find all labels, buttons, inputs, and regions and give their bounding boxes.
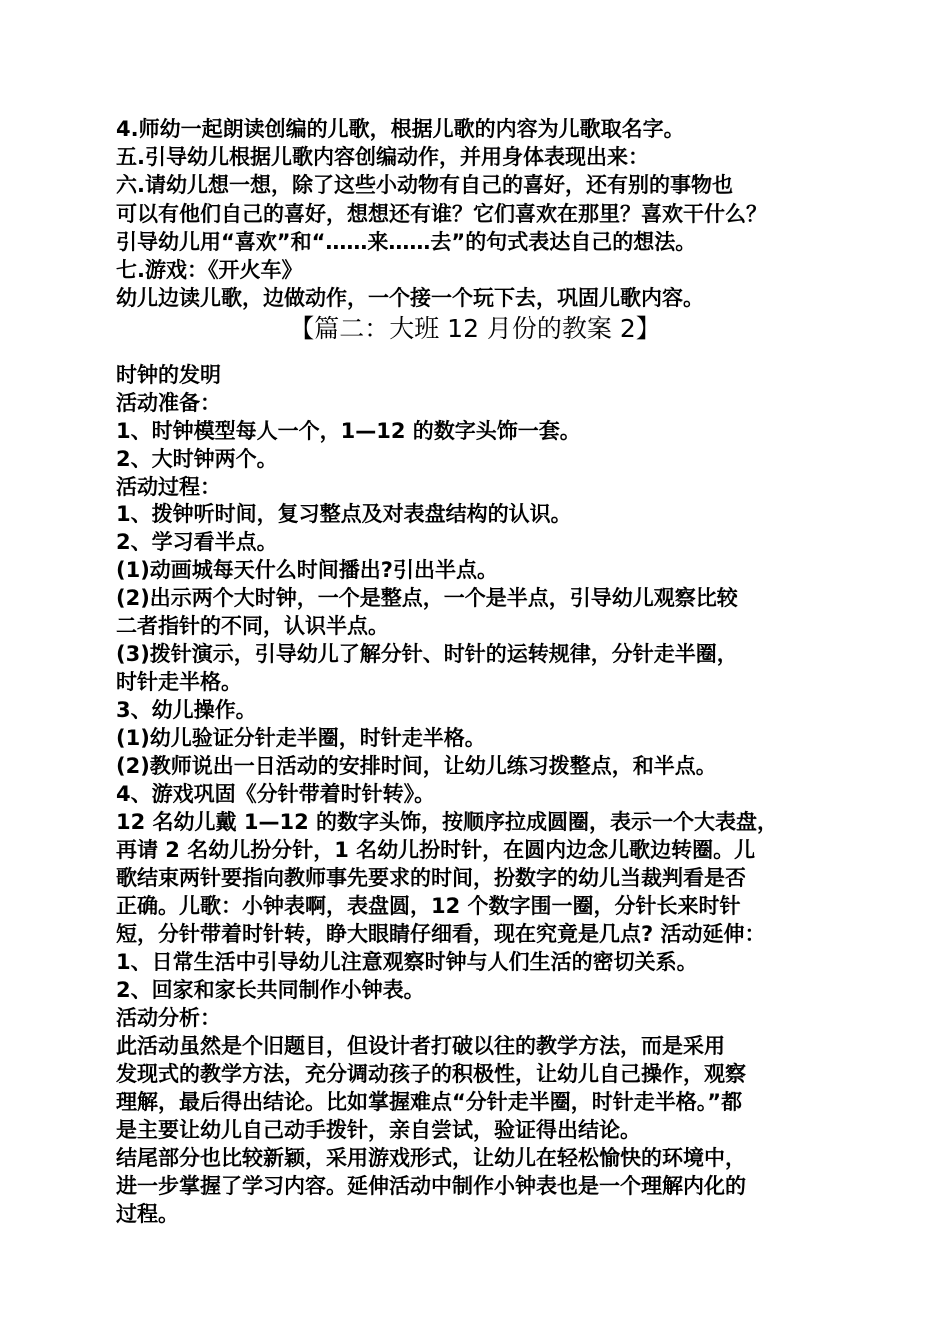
text-line: 此活动虽然是个旧题目，但设计者打破以往的教学方法，而是采用 [116,1034,725,1058]
text-line: 五.引导幼儿根据儿歌内容创编动作，并用身体表现出来： [116,145,649,169]
text-line: 活动分析： [116,1006,221,1030]
text-line: 4.师幼一起朗读创编的儿歌，根据儿歌的内容为儿歌取名字。 [116,117,685,141]
text-line: 过程。 [116,1202,179,1226]
text-line: 12 名幼儿戴 1—12 的数字头饰，按顺序拉成圆圈，表示一个大表盘， [116,810,778,834]
text-line: 2、大时钟两个。 [116,447,278,471]
text-line: 发现式的教学方法，充分调动孩子的积极性，让幼儿自己操作，观察 [116,1062,746,1086]
text-line: 是主要让幼儿自己动手拨针，亲自尝试，验证得出结论。 [116,1118,641,1142]
text-line: 二者指针的不同，认识半点。 [116,614,389,638]
text-line: 时针走半格。 [116,670,242,694]
text-line: 2、回家和家长共同制作小钟表。 [116,978,425,1002]
text-line: 时钟的发明 [116,363,221,387]
text-line: 短，分针带着时针转，睁大眼睛仔细看，现在究竟是几点? 活动延伸： [116,922,766,946]
text-line: (2)教师说出一日活动的安排时间，让幼儿练习拨整点，和半点。 [116,754,717,778]
text-line: 进一步掌握了学习内容。延伸活动中制作小钟表也是一个理解内化的 [116,1174,746,1198]
text-line: 七.游戏：《开火车》 [116,258,303,282]
text-line: 1、拨钟听时间，复习整点及对表盘结构的认识。 [116,502,572,526]
text-line: 2、学习看半点。 [116,530,278,554]
section-title: 【篇二：大班 12 月份的教案 2】 [289,314,661,343]
text-line: 活动过程： [116,475,221,499]
text-line: 歌结束两针要指向教师事先要求的时间，扮数字的幼儿当裁判看是否 [116,866,746,890]
text-line: 3、幼儿操作。 [116,698,257,722]
text-line: 正确。儿歌：小钟表啊，表盘圆，12 个数字围一圈，分针长来时针 [116,894,741,918]
text-line: (2)出示两个大时钟，一个是整点，一个是半点，引导幼儿观察比较 [116,586,738,610]
text-line: (3)拨针演示，引导幼儿了解分针、时针的运转规律，分针走半圈， [116,642,738,666]
text-line: 再请 2 名幼儿扮分针，1 名幼儿扮时针，在圆内边念儿歌边转圈。儿 [116,838,756,862]
text-line: 可以有他们自己的喜好，想想还有谁？它们喜欢在那里？喜欢干什么？ [116,202,767,226]
text-line: 幼儿边读儿歌，边做动作，一个接一个玩下去，巩固儿歌内容。 [116,286,704,310]
text-line: 活动准备： [116,391,221,415]
text-line: 六.请幼儿想一想，除了这些小动物有自己的喜好，还有别的事物也 [116,173,733,197]
text-line: 1、时钟模型每人一个，1—12 的数字头饰一套。 [116,419,581,443]
text-line: 结尾部分也比较新颖，采用游戏形式，让幼儿在轻松愉快的环境中， [116,1146,746,1170]
text-line: (1)动画城每天什么时间播出?引出半点。 [116,558,498,582]
text-line: 引导幼儿用“喜欢”和“……来……去”的句式表达自己的想法。 [116,230,697,254]
text-line: 4、游戏巩固《分针带着时针转》。 [116,782,436,806]
text-line: 理解，最后得出结论。比如掌握难点“分针走半圈，时针走半格。”都 [116,1090,743,1114]
text-line: (1)幼儿验证分针走半圈，时针走半格。 [116,726,486,750]
text-line: 1、日常生活中引导幼儿注意观察时钟与人们生活的密切关系。 [116,950,698,974]
